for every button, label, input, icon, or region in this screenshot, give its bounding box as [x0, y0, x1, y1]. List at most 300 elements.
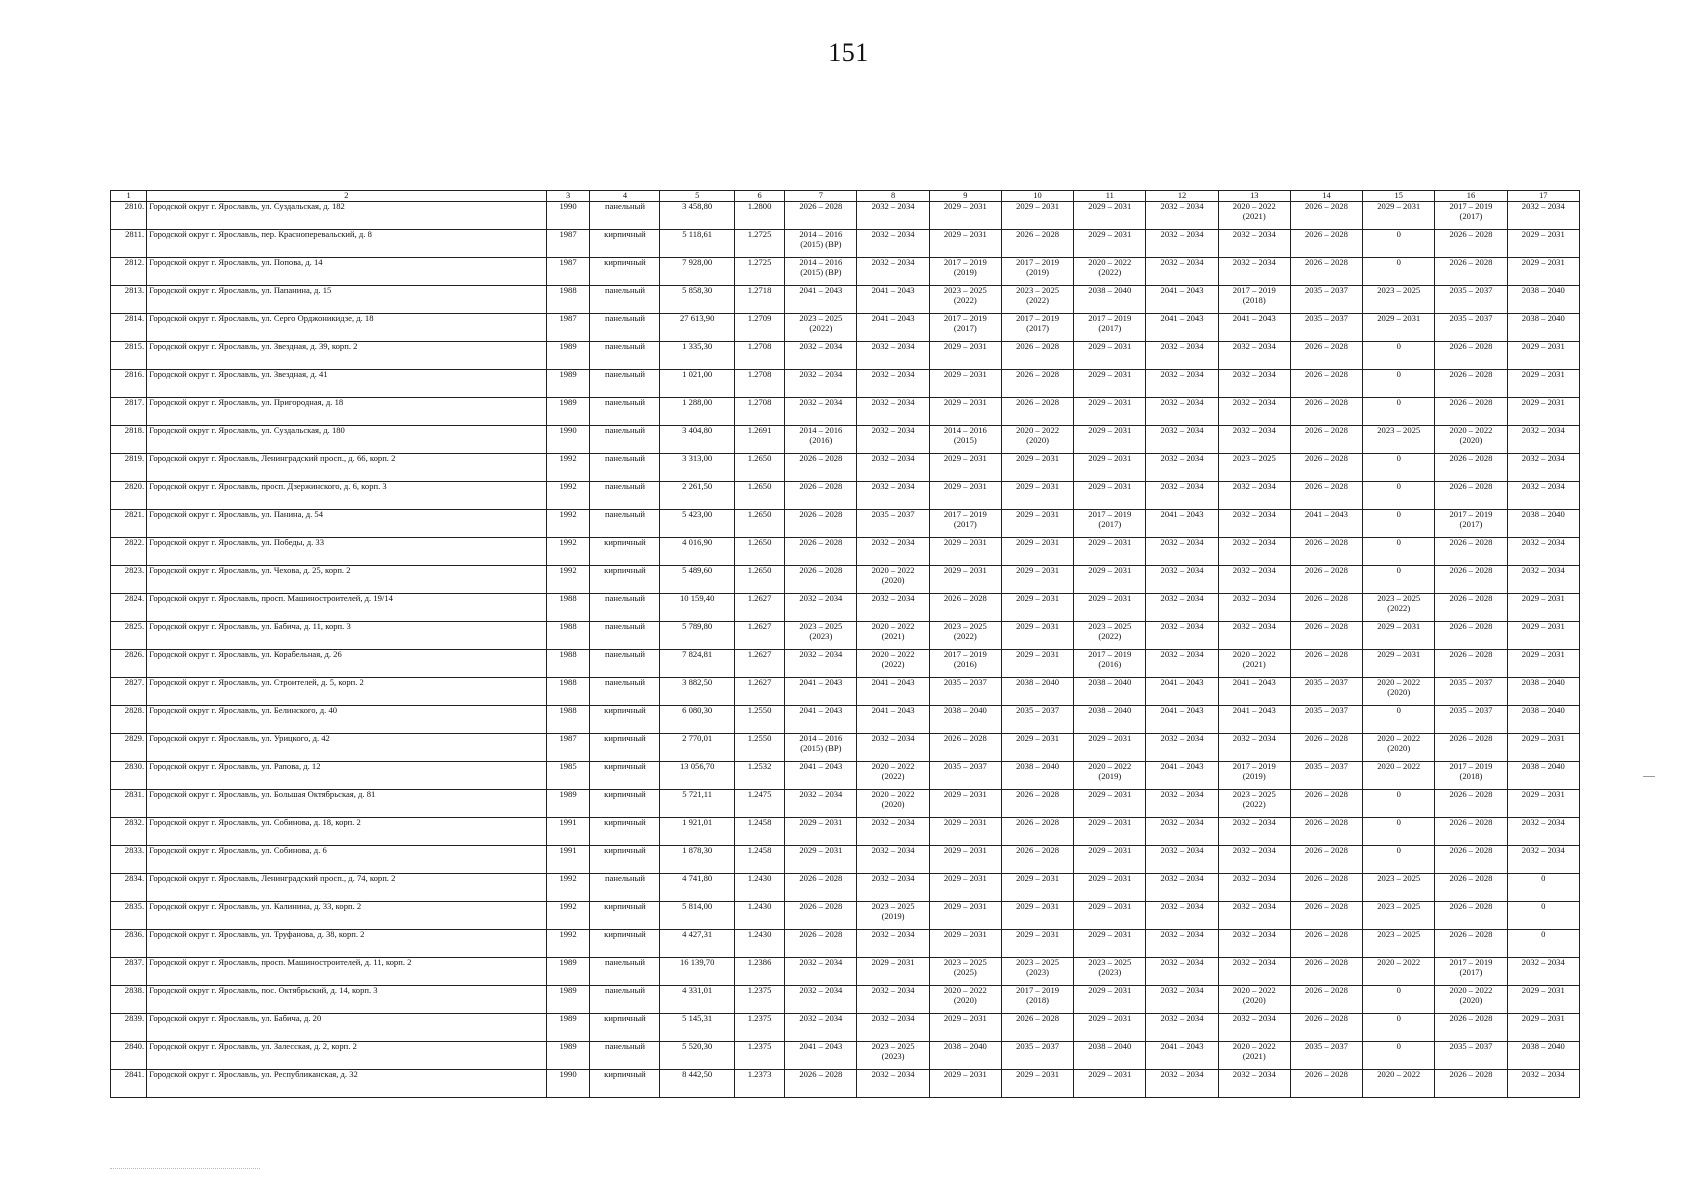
- table-cell-col-15: 0: [1363, 537, 1435, 565]
- table-cell-col-17: 2029 – 2031: [1507, 397, 1579, 425]
- table-cell-col-15: 2023 – 2025: [1363, 901, 1435, 929]
- table-cell-col-12: 2032 – 2034: [1146, 733, 1218, 761]
- table-cell-col-9: 2038 – 2040: [929, 1041, 1001, 1069]
- table-cell-col-16: 2026 – 2028: [1435, 901, 1507, 929]
- table-cell-col-14: 2035 – 2037: [1290, 313, 1362, 341]
- table-cell-col-1: 2827.: [111, 677, 147, 705]
- table-cell-col-9: 2029 – 2031: [929, 229, 1001, 257]
- table-cell-col-7: 2026 – 2028: [785, 1069, 857, 1097]
- table-cell-col-11: 2029 – 2031: [1074, 1013, 1146, 1041]
- table-cell-col-2: Городской округ г. Ярославль, ул. Труфанова, д. 38, корп. 2: [147, 929, 547, 957]
- table-cell-col-6: 1.2550: [734, 705, 784, 733]
- table-cell-col-11: 2029 – 2031: [1074, 1069, 1146, 1097]
- table-cell-col-11: 2023 – 2025 (2023): [1074, 957, 1146, 985]
- table-cell-col-13: 2032 – 2034: [1218, 341, 1290, 369]
- table-cell-col-12: 2041 – 2043: [1146, 761, 1218, 789]
- table-cell-col-16: 2026 – 2028: [1435, 593, 1507, 621]
- table-cell-col-5: 5 423,00: [660, 509, 734, 537]
- table-cell-col-13: 2032 – 2034: [1218, 565, 1290, 593]
- table-cell-col-13: 2023 – 2025: [1218, 453, 1290, 481]
- table-cell-col-8: 2032 – 2034: [857, 537, 929, 565]
- table-cell-col-9: 2029 – 2031: [929, 481, 1001, 509]
- table-cell-col-8: 2035 – 2037: [857, 509, 929, 537]
- table-cell-col-1: 2832.: [111, 817, 147, 845]
- table-cell-col-7: 2026 – 2028: [785, 565, 857, 593]
- table-cell-col-17: 2029 – 2031: [1507, 369, 1579, 397]
- table-cell-col-12: 2032 – 2034: [1146, 453, 1218, 481]
- table-cell-col-13: 2032 – 2034: [1218, 845, 1290, 873]
- table-cell-col-8: 2032 – 2034: [857, 201, 929, 229]
- table-cell-col-7: 2026 – 2028: [785, 453, 857, 481]
- table-cell-col-2: Городской округ г. Ярославль, ул. Калинина, д. 33, корп. 2: [147, 901, 547, 929]
- table-cell-col-15: 2020 – 2022: [1363, 957, 1435, 985]
- table-cell-col-7: 2026 – 2028: [785, 537, 857, 565]
- table-cell-col-9: 2029 – 2031: [929, 817, 1001, 845]
- table-cell-col-10: 2017 – 2019 (2019): [1001, 257, 1073, 285]
- table-cell-col-9: 2029 – 2031: [929, 341, 1001, 369]
- table-cell-col-4: панельный: [590, 201, 660, 229]
- table-cell-col-16: 2026 – 2028: [1435, 733, 1507, 761]
- column-header-12: 12: [1146, 191, 1218, 202]
- table-cell-col-6: 1.2550: [734, 733, 784, 761]
- table-cell-col-17: 2032 – 2034: [1507, 537, 1579, 565]
- table-cell-col-13: 2032 – 2034: [1218, 957, 1290, 985]
- table-cell-col-17: 2038 – 2040: [1507, 1041, 1579, 1069]
- table-cell-col-13: 2032 – 2034: [1218, 257, 1290, 285]
- table-cell-col-11: 2038 – 2040: [1074, 677, 1146, 705]
- table-cell-col-14: 2026 – 2028: [1290, 929, 1362, 957]
- table-cell-col-15: 0: [1363, 257, 1435, 285]
- table-cell-col-6: 1.2532: [734, 761, 784, 789]
- table-cell-col-3: 1985: [546, 761, 590, 789]
- table-cell-col-4: кирпичный: [590, 229, 660, 257]
- table-cell-col-14: 2035 – 2037: [1290, 677, 1362, 705]
- table-cell-col-15: 2029 – 2031: [1363, 649, 1435, 677]
- table-cell-col-11: 2029 – 2031: [1074, 845, 1146, 873]
- table-cell-col-10: 2026 – 2028: [1001, 1013, 1073, 1041]
- table-cell-col-17: 2032 – 2034: [1507, 453, 1579, 481]
- table-cell-col-1: 2823.: [111, 565, 147, 593]
- table-cell-col-4: кирпичный: [590, 565, 660, 593]
- table-row: [111, 901, 1580, 929]
- table-cell-col-2: Городской округ г. Ярославль, Ленинградский просп., д. 66, корп. 2: [147, 453, 547, 481]
- table-cell-col-4: кирпичный: [590, 537, 660, 565]
- table-cell-col-14: 2026 – 2028: [1290, 621, 1362, 649]
- table-cell-col-4: панельный: [590, 509, 660, 537]
- table-cell-col-4: панельный: [590, 425, 660, 453]
- table-cell-col-8: 2020 – 2022 (2022): [857, 649, 929, 677]
- table-cell-col-2: Городской округ г. Ярославль, ул. Чехова, д. 25, корп. 2: [147, 565, 547, 593]
- table-cell-col-13: 2032 – 2034: [1218, 481, 1290, 509]
- table-cell-col-1: 2811.: [111, 229, 147, 257]
- table-cell-col-1: 2826.: [111, 649, 147, 677]
- table-cell-col-3: 1987: [546, 733, 590, 761]
- table-cell-col-14: 2035 – 2037: [1290, 761, 1362, 789]
- table-cell-col-9: 2029 – 2031: [929, 1069, 1001, 1097]
- table-cell-col-13: 2020 – 2022 (2020): [1218, 985, 1290, 1013]
- table-cell-col-2: Городской округ г. Ярославль, ул. Попова, д. 14: [147, 257, 547, 285]
- table-cell-col-13: 2041 – 2043: [1218, 677, 1290, 705]
- table-cell-col-5: 7 824,81: [660, 649, 734, 677]
- table-cell-col-10: 2029 – 2031: [1001, 901, 1073, 929]
- table-row: [111, 1069, 1580, 1097]
- table-cell-col-10: 2026 – 2028: [1001, 789, 1073, 817]
- table-cell-col-8: 2032 – 2034: [857, 257, 929, 285]
- table-cell-col-15: 2020 – 2022: [1363, 1069, 1435, 1097]
- table-cell-col-13: 2032 – 2034: [1218, 817, 1290, 845]
- table-cell-col-14: 2026 – 2028: [1290, 201, 1362, 229]
- table-cell-col-16: 2026 – 2028: [1435, 845, 1507, 873]
- table-cell-col-10: 2020 – 2022 (2020): [1001, 425, 1073, 453]
- table-cell-col-8: 2032 – 2034: [857, 593, 929, 621]
- table-cell-col-8: 2032 – 2034: [857, 1069, 929, 1097]
- table-cell-col-10: 2035 – 2037: [1001, 1041, 1073, 1069]
- table-cell-col-17: 2029 – 2031: [1507, 621, 1579, 649]
- table-cell-col-4: панельный: [590, 481, 660, 509]
- table-cell-col-5: 5 489,60: [660, 565, 734, 593]
- table-cell-col-17: 2029 – 2031: [1507, 649, 1579, 677]
- table-cell-col-3: 1992: [546, 873, 590, 901]
- table-cell-col-1: 2835.: [111, 901, 147, 929]
- table-cell-col-13: 2017 – 2019 (2018): [1218, 285, 1290, 313]
- table-cell-col-12: 2032 – 2034: [1146, 789, 1218, 817]
- table-cell-col-11: 2038 – 2040: [1074, 1041, 1146, 1069]
- table-cell-col-8: 2032 – 2034: [857, 733, 929, 761]
- table-cell-col-6: 1.2708: [734, 341, 784, 369]
- table-row: [111, 397, 1580, 425]
- table-cell-col-13: 2032 – 2034: [1218, 509, 1290, 537]
- table-cell-col-1: 2822.: [111, 537, 147, 565]
- table-cell-col-7: 2032 – 2034: [785, 593, 857, 621]
- table-cell-col-3: 1989: [546, 957, 590, 985]
- table-cell-col-7: 2041 – 2043: [785, 705, 857, 733]
- table-row: [111, 985, 1580, 1013]
- table-cell-col-8: 2032 – 2034: [857, 985, 929, 1013]
- table-cell-col-3: 1988: [546, 621, 590, 649]
- table-cell-col-2: Городской округ г. Ярославль, ул. Суздальская, д. 182: [147, 201, 547, 229]
- table-cell-col-15: 2029 – 2031: [1363, 621, 1435, 649]
- table-cell-col-1: 2836.: [111, 929, 147, 957]
- table-cell-col-5: 4 331,01: [660, 985, 734, 1013]
- table-cell-col-4: панельный: [590, 985, 660, 1013]
- table-cell-col-5: 3 313,00: [660, 453, 734, 481]
- table-cell-col-17: 2038 – 2040: [1507, 677, 1579, 705]
- table-cell-col-9: 2029 – 2031: [929, 453, 1001, 481]
- table-cell-col-15: 2029 – 2031: [1363, 313, 1435, 341]
- table-cell-col-6: 1.2627: [734, 621, 784, 649]
- table-cell-col-7: 2032 – 2034: [785, 985, 857, 1013]
- table-cell-col-13: 2032 – 2034: [1218, 229, 1290, 257]
- table-row: [111, 453, 1580, 481]
- table-cell-col-9: 2029 – 2031: [929, 537, 1001, 565]
- table-cell-col-10: 2026 – 2028: [1001, 817, 1073, 845]
- table-cell-col-14: 2041 – 2043: [1290, 509, 1362, 537]
- table-cell-col-17: 2029 – 2031: [1507, 593, 1579, 621]
- table-cell-col-15: 2023 – 2025: [1363, 873, 1435, 901]
- table-cell-col-10: 2029 – 2031: [1001, 929, 1073, 957]
- table-cell-col-7: 2023 – 2025 (2023): [785, 621, 857, 649]
- table-cell-col-4: кирпичный: [590, 257, 660, 285]
- table-cell-col-4: кирпичный: [590, 789, 660, 817]
- table-cell-col-1: 2841.: [111, 1069, 147, 1097]
- table-row: [111, 817, 1580, 845]
- table-cell-col-10: 2029 – 2031: [1001, 1069, 1073, 1097]
- housing-repair-schedule-table: [110, 190, 1580, 1098]
- table-row: [111, 285, 1580, 313]
- table-cell-col-4: кирпичный: [590, 929, 660, 957]
- table-cell-col-6: 1.2650: [734, 481, 784, 509]
- table-cell-col-7: 2014 – 2016 (2015) (ВР): [785, 257, 857, 285]
- table-cell-col-12: 2041 – 2043: [1146, 509, 1218, 537]
- table-cell-col-4: кирпичный: [590, 817, 660, 845]
- table-cell-col-14: 2026 – 2028: [1290, 957, 1362, 985]
- table-cell-col-3: 1992: [546, 509, 590, 537]
- table-cell-col-3: 1988: [546, 677, 590, 705]
- table-row: [111, 509, 1580, 537]
- table-cell-col-16: 2026 – 2028: [1435, 817, 1507, 845]
- table-cell-col-3: 1992: [546, 901, 590, 929]
- table-cell-col-11: 2038 – 2040: [1074, 705, 1146, 733]
- table-cell-col-12: 2041 – 2043: [1146, 313, 1218, 341]
- table-cell-col-12: 2032 – 2034: [1146, 1013, 1218, 1041]
- table-cell-col-10: 2026 – 2028: [1001, 397, 1073, 425]
- table-cell-col-3: 1989: [546, 789, 590, 817]
- scan-noise-line: [110, 1168, 260, 1170]
- column-header-11: 11: [1074, 191, 1146, 202]
- table-cell-col-9: 2017 – 2019 (2017): [929, 313, 1001, 341]
- table-cell-col-4: кирпичный: [590, 1069, 660, 1097]
- table-cell-col-5: 5 118,61: [660, 229, 734, 257]
- table-cell-col-4: панельный: [590, 341, 660, 369]
- table-cell-col-8: 2023 – 2025 (2023): [857, 1041, 929, 1069]
- table-row: [111, 537, 1580, 565]
- table-cell-col-17: 2038 – 2040: [1507, 705, 1579, 733]
- table-cell-col-8: 2032 – 2034: [857, 929, 929, 957]
- table-cell-col-17: 2032 – 2034: [1507, 1069, 1579, 1097]
- table-cell-col-15: 0: [1363, 369, 1435, 397]
- table-cell-col-13: 2032 – 2034: [1218, 369, 1290, 397]
- table-cell-col-3: 1987: [546, 313, 590, 341]
- table-cell-col-11: 2020 – 2022 (2019): [1074, 761, 1146, 789]
- column-header-6: 6: [734, 191, 784, 202]
- table-cell-col-6: 1.2650: [734, 509, 784, 537]
- table-cell-col-7: 2041 – 2043: [785, 285, 857, 313]
- table-cell-col-8: 2020 – 2022 (2020): [857, 565, 929, 593]
- table-cell-col-17: 2032 – 2034: [1507, 565, 1579, 593]
- table-cell-col-6: 1.2458: [734, 845, 784, 873]
- table-cell-col-7: 2026 – 2028: [785, 509, 857, 537]
- table-cell-col-1: 2829.: [111, 733, 147, 761]
- table-cell-col-12: 2032 – 2034: [1146, 229, 1218, 257]
- table-cell-col-5: 4 427,31: [660, 929, 734, 957]
- table-cell-col-2: Городской округ г. Ярославль, ул. Серго Орджоникидзе, д. 18: [147, 313, 547, 341]
- table-cell-col-13: 2020 – 2022 (2021): [1218, 1041, 1290, 1069]
- table-cell-col-5: 1 335,30: [660, 341, 734, 369]
- table-cell-col-6: 1.2627: [734, 649, 784, 677]
- table-cell-col-2: Городской округ г. Ярославль, пер. Красноперевальский, д. 8: [147, 229, 547, 257]
- table-cell-col-1: 2810.: [111, 201, 147, 229]
- table-cell-col-9: 2026 – 2028: [929, 733, 1001, 761]
- table-cell-col-2: Городской округ г. Ярославль, ул. Белинского, д. 40: [147, 705, 547, 733]
- table-cell-col-11: 2029 – 2031: [1074, 453, 1146, 481]
- column-header-3: 3: [546, 191, 590, 202]
- table-cell-col-10: 2038 – 2040: [1001, 761, 1073, 789]
- table-cell-col-2: Городской округ г. Ярославль, ул. Залесская, д. 2, корп. 2: [147, 1041, 547, 1069]
- column-header-4: 4: [590, 191, 660, 202]
- table-cell-col-1: 2815.: [111, 341, 147, 369]
- table-cell-col-8: 2029 – 2031: [857, 957, 929, 985]
- table-row: [111, 733, 1580, 761]
- table-cell-col-17: 2029 – 2031: [1507, 1013, 1579, 1041]
- table-cell-col-9: 2023 – 2025 (2025): [929, 957, 1001, 985]
- table-cell-col-14: 2026 – 2028: [1290, 257, 1362, 285]
- table-cell-col-3: 1989: [546, 985, 590, 1013]
- table-cell-col-13: 2032 – 2034: [1218, 901, 1290, 929]
- table-cell-col-16: 2017 – 2019 (2018): [1435, 761, 1507, 789]
- table-cell-col-5: 2 770,01: [660, 733, 734, 761]
- table-cell-col-17: 2032 – 2034: [1507, 957, 1579, 985]
- table-cell-col-10: 2023 – 2025 (2022): [1001, 285, 1073, 313]
- table-cell-col-17: 2029 – 2031: [1507, 257, 1579, 285]
- table-cell-col-14: 2026 – 2028: [1290, 481, 1362, 509]
- table-cell-col-4: панельный: [590, 593, 660, 621]
- table-cell-col-5: 4 016,90: [660, 537, 734, 565]
- table-cell-col-3: 1992: [546, 481, 590, 509]
- table-cell-col-1: 2840.: [111, 1041, 147, 1069]
- table-cell-col-5: 13 056,70: [660, 761, 734, 789]
- table-cell-col-15: 0: [1363, 1041, 1435, 1069]
- table-cell-col-1: 2816.: [111, 369, 147, 397]
- table-cell-col-15: 2020 – 2022 (2020): [1363, 677, 1435, 705]
- table-cell-col-6: 1.2430: [734, 901, 784, 929]
- table-cell-col-16: 2026 – 2028: [1435, 537, 1507, 565]
- table-cell-col-16: 2020 – 2022 (2020): [1435, 985, 1507, 1013]
- table-cell-col-16: 2035 – 2037: [1435, 285, 1507, 313]
- column-header-15: 15: [1363, 191, 1435, 202]
- table-cell-col-8: 2041 – 2043: [857, 705, 929, 733]
- table-cell-col-15: 0: [1363, 229, 1435, 257]
- table-cell-col-17: 2032 – 2034: [1507, 817, 1579, 845]
- table-cell-col-15: 0: [1363, 565, 1435, 593]
- table-cell-col-13: 2032 – 2034: [1218, 733, 1290, 761]
- table-cell-col-9: 2014 – 2016 (2015): [929, 425, 1001, 453]
- table-cell-col-8: 2032 – 2034: [857, 369, 929, 397]
- table-cell-col-2: Городской округ г. Ярославль, ул. Бабича, д. 20: [147, 1013, 547, 1041]
- table-cell-col-16: 2026 – 2028: [1435, 481, 1507, 509]
- table-cell-col-4: панельный: [590, 957, 660, 985]
- column-header-14: 14: [1290, 191, 1362, 202]
- table-cell-col-6: 1.2725: [734, 257, 784, 285]
- table-cell-col-12: 2032 – 2034: [1146, 201, 1218, 229]
- table-cell-col-14: 2026 – 2028: [1290, 565, 1362, 593]
- table-cell-col-13: 2032 – 2034: [1218, 425, 1290, 453]
- table-row: [111, 845, 1580, 873]
- table-cell-col-15: 0: [1363, 705, 1435, 733]
- table-cell-col-16: 2026 – 2028: [1435, 369, 1507, 397]
- table-cell-col-6: 1.2627: [734, 677, 784, 705]
- table-cell-col-1: 2828.: [111, 705, 147, 733]
- table-cell-col-10: 2029 – 2031: [1001, 509, 1073, 537]
- table-cell-col-3: 1989: [546, 341, 590, 369]
- table-cell-col-15: 0: [1363, 509, 1435, 537]
- margin-mark: [1643, 776, 1655, 777]
- table-cell-col-5: 6 080,30: [660, 705, 734, 733]
- table-cell-col-14: 2026 – 2028: [1290, 425, 1362, 453]
- table-cell-col-2: Городской округ г. Ярославль, просп. Машиностроителей, д. 11, корп. 2: [147, 957, 547, 985]
- table-cell-col-12: 2032 – 2034: [1146, 341, 1218, 369]
- table-cell-col-1: 2839.: [111, 1013, 147, 1041]
- table-row: [111, 1041, 1580, 1069]
- table-cell-col-8: 2032 – 2034: [857, 845, 929, 873]
- table-cell-col-3: 1992: [546, 929, 590, 957]
- column-header-5: 5: [660, 191, 734, 202]
- table-cell-col-4: кирпичный: [590, 845, 660, 873]
- table-cell-col-8: 2020 – 2022 (2021): [857, 621, 929, 649]
- table-cell-col-4: панельный: [590, 397, 660, 425]
- table-cell-col-12: 2041 – 2043: [1146, 705, 1218, 733]
- table-cell-col-9: 2035 – 2037: [929, 677, 1001, 705]
- table-cell-col-12: 2032 – 2034: [1146, 1069, 1218, 1097]
- table-cell-col-8: 2023 – 2025 (2019): [857, 901, 929, 929]
- table-cell-col-1: 2830.: [111, 761, 147, 789]
- table-cell-col-1: 2825.: [111, 621, 147, 649]
- table-cell-col-14: 2026 – 2028: [1290, 369, 1362, 397]
- table-cell-col-2: Городской округ г. Ярославль, ул. Звездная, д. 41: [147, 369, 547, 397]
- table-cell-col-12: 2032 – 2034: [1146, 369, 1218, 397]
- table-cell-col-9: 2029 – 2031: [929, 201, 1001, 229]
- table-cell-col-12: 2032 – 2034: [1146, 845, 1218, 873]
- table-cell-col-3: 1991: [546, 845, 590, 873]
- table-cell-col-16: 2026 – 2028: [1435, 229, 1507, 257]
- table-cell-col-14: 2026 – 2028: [1290, 901, 1362, 929]
- table-cell-col-7: 2026 – 2028: [785, 929, 857, 957]
- table-cell-col-11: 2020 – 2022 (2022): [1074, 257, 1146, 285]
- table-cell-col-5: 8 442,50: [660, 1069, 734, 1097]
- table-cell-col-3: 1992: [546, 453, 590, 481]
- table-cell-col-16: 2017 – 2019 (2017): [1435, 201, 1507, 229]
- table-cell-col-3: 1989: [546, 397, 590, 425]
- table-row: [111, 229, 1580, 257]
- table-cell-col-1: 2818.: [111, 425, 147, 453]
- table-cell-col-9: 2035 – 2037: [929, 761, 1001, 789]
- table-cell-col-11: 2029 – 2031: [1074, 901, 1146, 929]
- table-cell-col-7: 2041 – 2043: [785, 761, 857, 789]
- table-cell-col-3: 1990: [546, 201, 590, 229]
- table-cell-col-12: 2032 – 2034: [1146, 593, 1218, 621]
- table-cell-col-11: 2029 – 2031: [1074, 817, 1146, 845]
- table-cell-col-8: 2032 – 2034: [857, 1013, 929, 1041]
- table-cell-col-17: 2029 – 2031: [1507, 733, 1579, 761]
- table-cell-col-4: панельный: [590, 313, 660, 341]
- table-cell-col-8: 2020 – 2022 (2020): [857, 789, 929, 817]
- table-row: [111, 957, 1580, 985]
- table-cell-col-13: 2032 – 2034: [1218, 929, 1290, 957]
- table-cell-col-11: 2029 – 2031: [1074, 873, 1146, 901]
- table-cell-col-6: 1.2458: [734, 817, 784, 845]
- table-cell-col-7: 2023 – 2025 (2022): [785, 313, 857, 341]
- table-cell-col-12: 2032 – 2034: [1146, 873, 1218, 901]
- table-row: [111, 593, 1580, 621]
- table-cell-col-12: 2032 – 2034: [1146, 621, 1218, 649]
- table-cell-col-11: 2017 – 2019 (2017): [1074, 313, 1146, 341]
- table-cell-col-10: 2038 – 2040: [1001, 677, 1073, 705]
- table-cell-col-14: 2026 – 2028: [1290, 649, 1362, 677]
- table-cell-col-13: 2041 – 2043: [1218, 313, 1290, 341]
- table-cell-col-2: Городской округ г. Ярославль, ул. Панина, д. 54: [147, 509, 547, 537]
- table-cell-col-8: 2032 – 2034: [857, 341, 929, 369]
- table-row: [111, 565, 1580, 593]
- table-cell-col-9: 2029 – 2031: [929, 1013, 1001, 1041]
